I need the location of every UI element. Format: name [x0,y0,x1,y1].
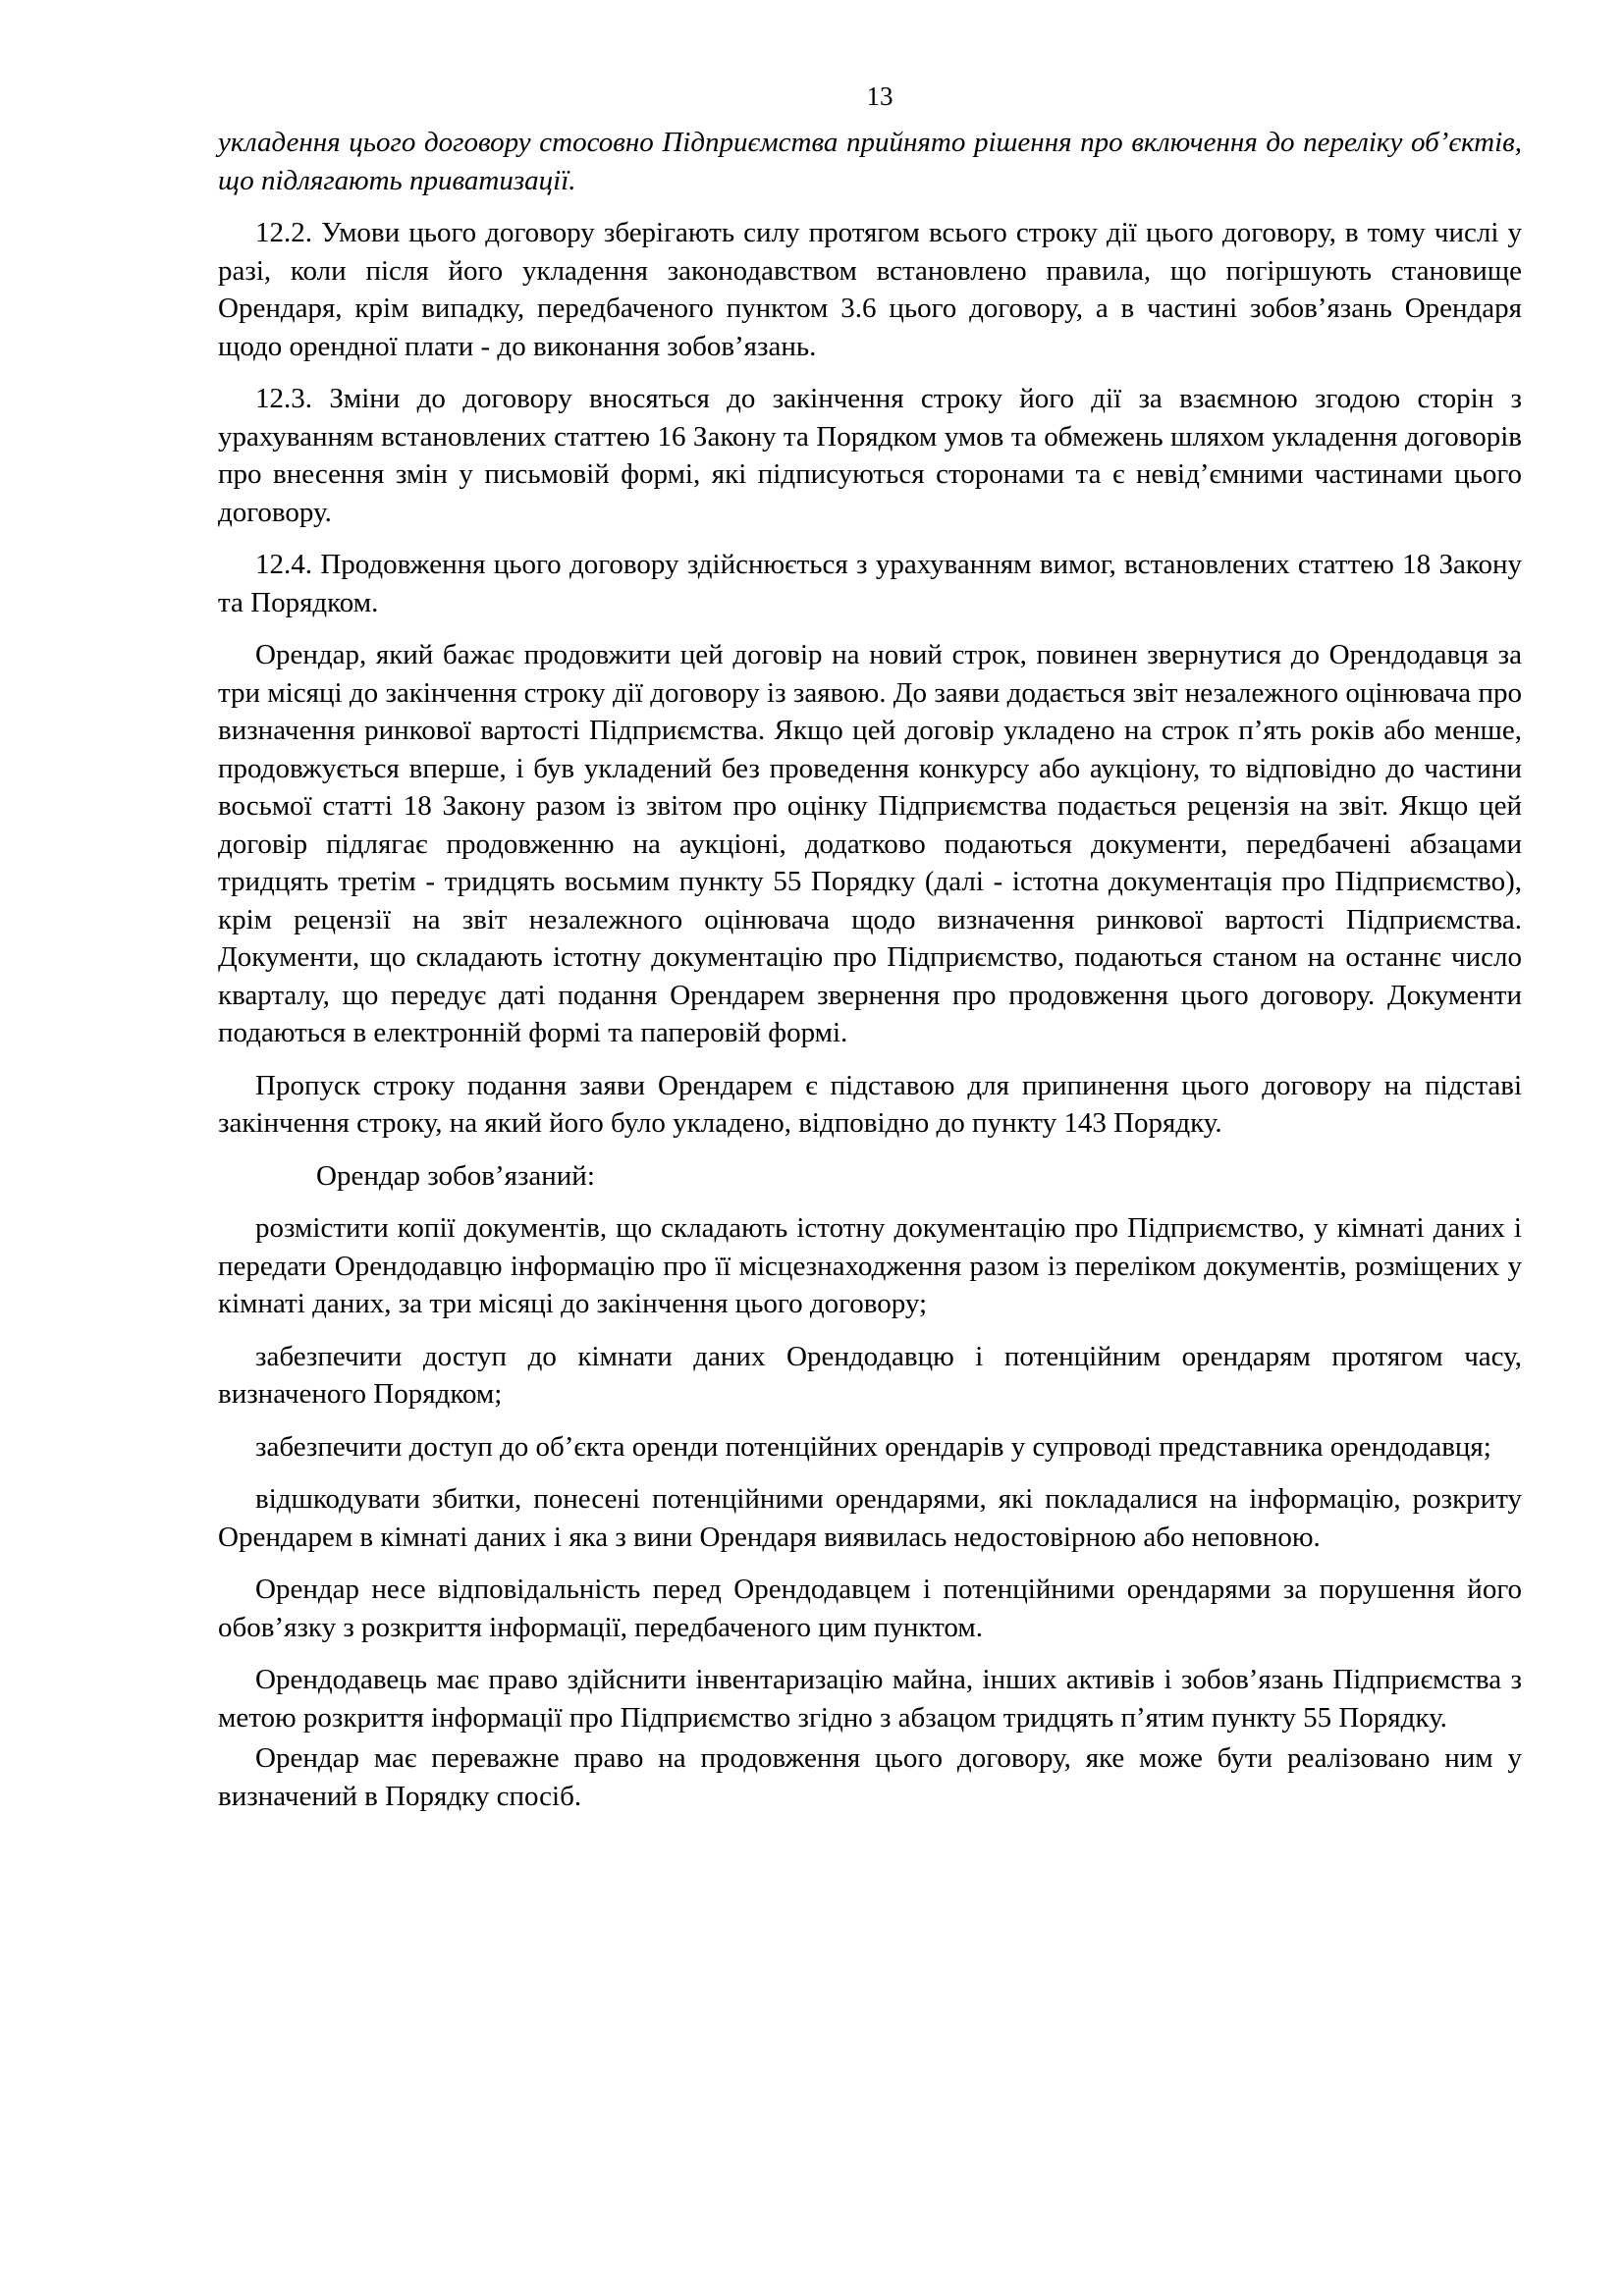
paragraph-12-4: 12.4. Продовження цього договору здійснюється з урахуванням вимог, встановлених статтею 18 Закону та Порядком. [218,549,1522,618]
paragraph-obligation-compensation: відшкодувати збитки, понесені потенційними орендарями, які покладалися на інформацію, розкриту Орендарем в кімнаті даних і яка з вини Орендаря виявилась недостовірною або неповною. [218,1483,1522,1553]
page-number: 13 [866,81,893,111]
paragraph-obligation-data-room: розмістити копії документів, що складають істотну документацію про Підприємство, у кімнаті даних і передати Орендодавцю інформацію про її місцезнаходження разом із переліком документів, розміщених у кімнаті даних, за три місяці до закінчення цього договору; [218,1212,1522,1319]
paragraph-extension-request: Орендар, який бажає продовжити цей договір на новий строк, повинен звернутися до Орендодавця за три місяці до закінчення строку дії договору із заявою. До заяви додається звіт незалежного оцінювача про визначення ринкової вартості Підприємства. Якщо цей договір укладено на строк п’ять років або менше, продовжується вперше, і був укладений без проведення конкурсу або аукціону, то відповідно до частини восьмої статті 18 Закону разом із звітом про оцінку Підприємства подається рецензія на звіт. Якщо цей договір підлягає продовженню на аукціоні, додатково подаються документи, передбачені абзацами тридцять третім - тридцять восьмим пункту 55 Порядку (далі - істотна документація про Підприємство), крім рецензії на звіт незалежного оцінювача щодо визначення ринкової вартості Підприємства. Документи, що складають істотну документацію про Підприємство, подаються станом на останнє число кварталу, що передує даті подання Орендарем звернення про продовження цього договору. Документи подаються в електронній формі та паперовій формі. [218,639,1522,1048]
paragraph-12-2: 12.2. Умови цього договору зберігають силу протягом всього строку дії цього договору, в тому числі у разі, коли після його укладення законодавством встановлено правила, що погіршують становище Орендаря, крім випадку, передбаченого пунктом 3.6 цього договору, а в частині зобов’язань Орендаря щодо орендної плати - до виконання зобов’язань. [218,217,1522,362]
paragraph-obligation-object-access: забезпечити доступ до об’єкта оренди потенційних орендарів у супроводі представника орендодавця; [255,1430,1491,1463]
paragraph-landlord-inventory: Орендодавець має право здійснити інвентаризацію майна, інших активів і зобов’язань Підприємства з метою розкриття інформації про Підприємство згідно з абзацом тридцять п’ятим пункту 55 Порядку. [218,1664,1522,1734]
paragraph-tenant-obligations-heading: Орендар зобов’язаний: [316,1159,595,1192]
paragraph-privatization-continuation: укладення цього договору стосовно Підприємства прийнято рішення про включення до переліку об’єктів, що підлягають приватизації. [218,127,1522,196]
document-page [218,77,1522,1830]
paragraph-obligation-data-room-access: забезпечити доступ до кімнати даних Орендодавцю і потенційним орендарям протягом часу, визначеного Порядком; [218,1340,1522,1410]
paragraph-missed-deadline: Пропуск строку подання заяви Орендарем є підставою для припинення цього договору на підставі закінчення строку, на який його було укладено, відповідно до пункту 143 Порядку. [218,1069,1522,1139]
paragraph-tenant-liability: Орендар несе відповідальність перед Орендодавцем і потенційними орендарями за порушення його обов’язку з розкриття інформації, передбаченого цим пунктом. [218,1574,1522,1643]
paragraph-preemptive-right: Орендар має переважне право на продовження цього договору, яке може бути реалізовано ним у визначений в Порядку спосіб. [218,1742,1522,1812]
paragraph-12-3: 12.3. Зміни до договору вносяться до закінчення строку його дії за взаємною згодою сторін з урахуванням встановлених статтею 16 Закону та Порядком умов та обмежень шляхом укладення договорів про внесення змін у письмовій формі, які підписуються сторонами та є невід’ємними частинами цього договору. [218,383,1522,528]
